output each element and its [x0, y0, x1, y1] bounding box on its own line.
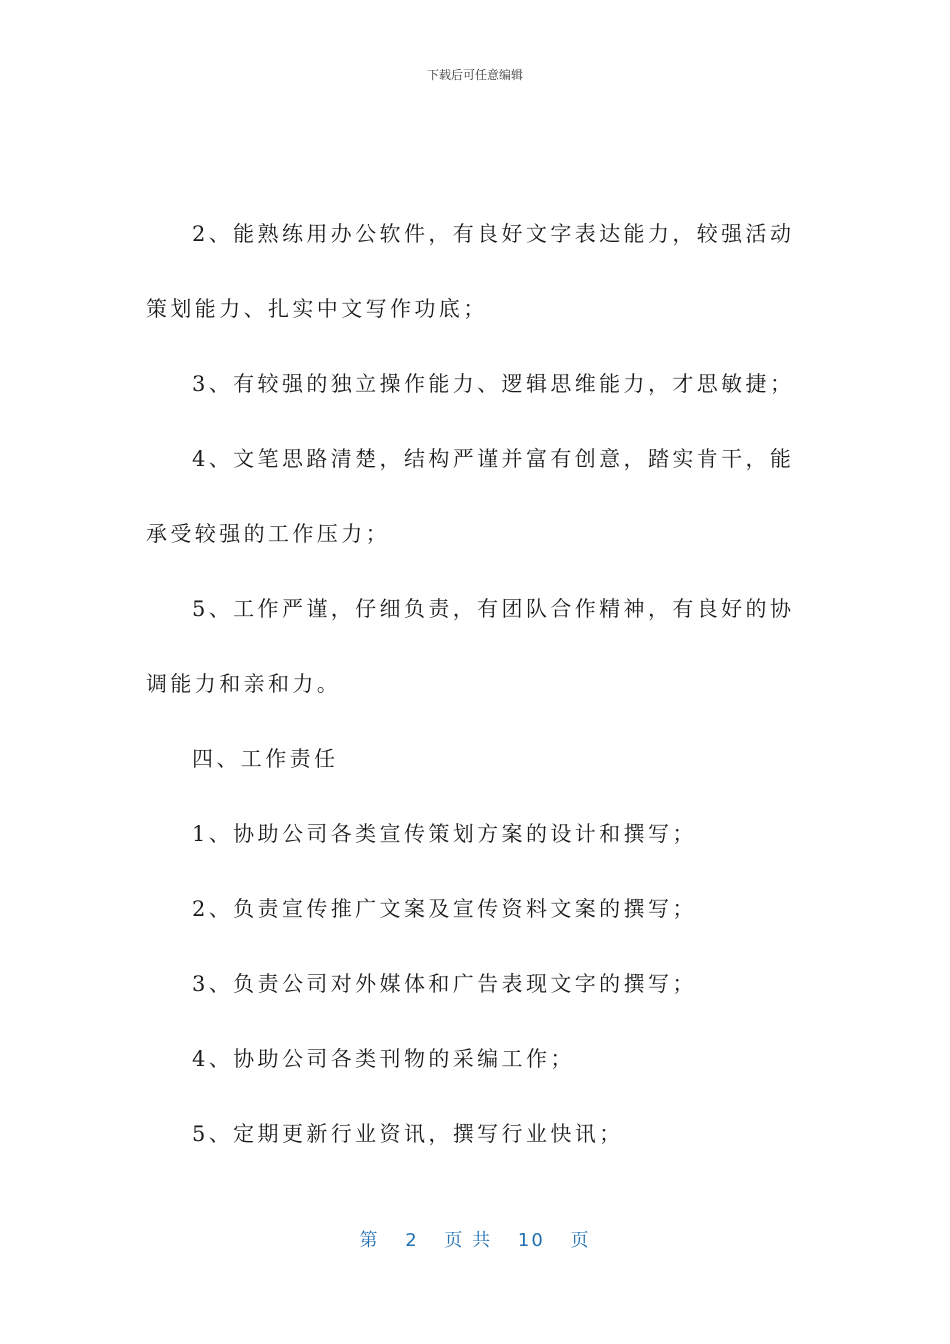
paragraph-responsibility-2: 2、负责宣传推广文案及宣传资料文案的撰写；	[192, 897, 697, 921]
paragraph-responsibility-1: 1、协助公司各类宣传策划方案的设计和撰写；	[192, 822, 697, 846]
paragraph-responsibility-3: 3、负责公司对外媒体和广告表现文字的撰写；	[192, 972, 697, 996]
paragraph-requirement-3: 3、有较强的独立操作能力、逻辑思维能力，才思敏捷；	[192, 372, 795, 396]
paragraph-requirement-4: 4、文笔思路清楚，结构严谨并富有创意，踏实肯干，能承受较强的工作压力；	[146, 447, 795, 546]
section-heading-responsibilities: 四、工作责任	[192, 747, 339, 771]
page-header-note: 下载后可任意编辑	[426, 68, 523, 82]
paragraph-responsibility-4: 4、协助公司各类刊物的采编工作；	[192, 1047, 575, 1071]
footer-middle: 页 共	[444, 1230, 493, 1251]
footer-suffix: 页	[570, 1230, 591, 1251]
paragraph-requirement-5: 5、工作严谨，仔细负责，有团队合作精神，有良好的协调能力和亲和力。	[146, 597, 795, 696]
footer-prefix: 第	[359, 1230, 380, 1251]
page-footer	[0, 1226, 950, 1252]
document-body	[146, 197, 806, 1172]
footer-total-pages: 10	[517, 1230, 545, 1251]
footer-current-page: 2	[405, 1230, 419, 1251]
paragraph-requirement-2: 2、能熟练用办公软件，有良好文字表达能力，较强活动策划能力、扎实中文写作功底；	[146, 222, 795, 321]
paragraph-responsibility-5: 5、定期更新行业资讯，撰写行业快讯；	[192, 1122, 624, 1146]
